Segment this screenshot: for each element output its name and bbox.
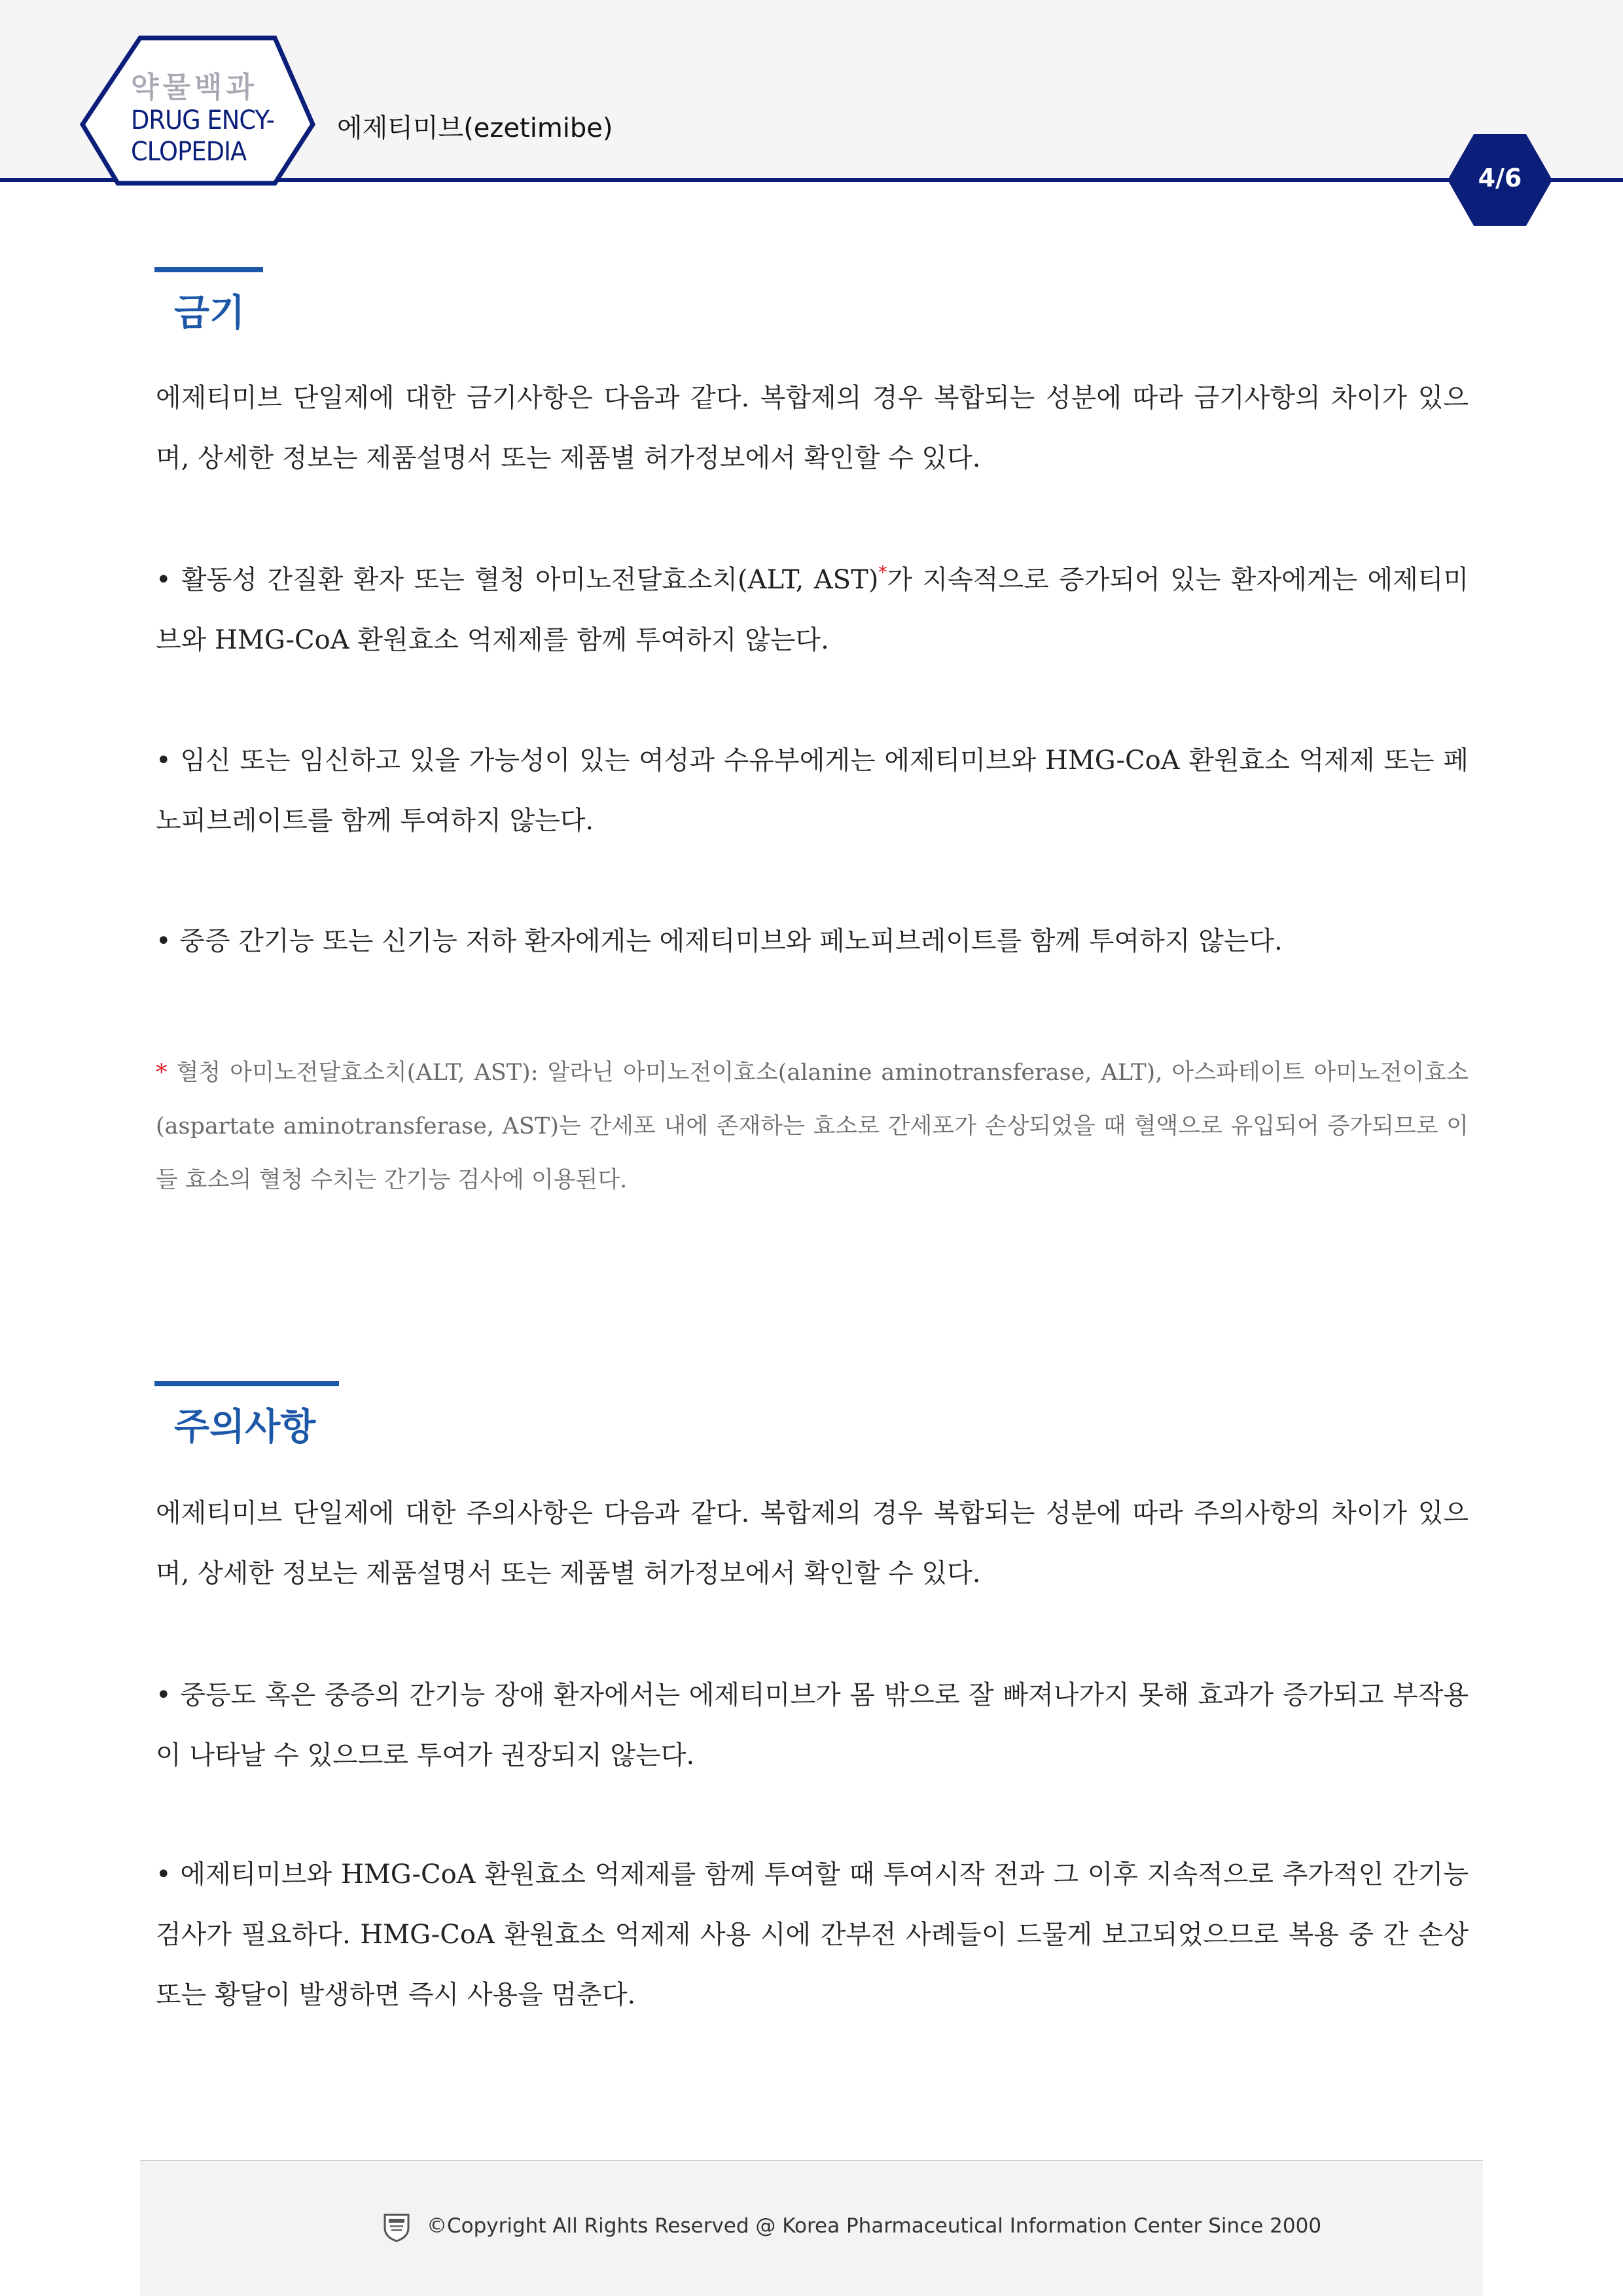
footnote [156,1046,1469,1207]
section-title-precautions: 주의사항 [174,1406,316,1448]
kpic-crest-icon [382,2212,411,2242]
footer-copyright: ©Copyright All Rights Reserved @ Korea Pharmaceutical Information Center Since 2000 [427,2214,1322,2238]
section-bar-precautions [154,1381,339,1386]
contraindications-bullet-3: • 중증 간기능 또는 신기능 저하 환자에게는 에제티미브와 페노피브레이트를 함께 투여하지 않는다. [156,926,1283,956]
contraindications-bullet-1 [156,550,1469,670]
contraindications-intro: 에제티미브 단일제에 대한 금기사항은 다음과 같다. 복합제의 경우 복합되는 성분에 따라 금기사항의 차이가 있으며, 상세한 정보는 제품설명서 또는 제품별 허가정보에서 확인할 수 있다. [156,383,1469,473]
footer-rule [140,2160,1483,2161]
footnote-asterisk: * [156,1060,168,1086]
logo-english-line2: CLOPEDIA [131,137,247,167]
precautions-bullet-1: • 중등도 혹은 중증의 간기능 장애 환자에서는 에제티미브가 몸 밖으로 잘 빠져나가지 못해 효과가 증가되고 부작용이 나타날 수 있으므로 투여가 권장되지 않는다. [156,1680,1469,1770]
document-title: 에제티미브(ezetimibe) [337,113,613,143]
bullet-1-text-b: 가 지속적으로 증가되어 있는 환자에게는 에제티미브와 HMG-CoA 환원효소 억제제를 함께 투여하지 않는다. [156,565,1469,655]
page-number: 4/6 [1478,164,1522,192]
precautions-bullet-2: • 에제티미브와 HMG-CoA 환원효소 억제제를 함께 투여할 때 투여시작 전과 그 이후 지속적으로 추가적인 간기능 검사가 필요하다. HMG-CoA 환원효소 억제제 사용 시에 간부전 사례들이 드물게 보고되었으므로 복용 중 간 손상 또는 황달이 발생하면 즉시 사용을 멈춘다. [156,1859,1469,2010]
logo-korean: 약물백과 [131,71,259,104]
section-bar-contraindications [154,267,263,272]
logo [131,71,287,168]
bullet-1-text-a: • 활동성 간질환 환자 또는 혈청 아미노전달효소치(ALT, AST) [156,565,879,595]
precautions-intro: 에제티미브 단일제에 대한 주의사항은 다음과 같다. 복합제의 경우 복합되는 성분에 따라 주의사항의 차이가 있으며, 상세한 정보는 제품설명서 또는 제품별 허가정보에서 확인할 수 있다. [156,1498,1469,1588]
contraindications-bullet-2: • 임신 또는 임신하고 있을 가능성이 있는 여성과 수유부에게는 에제티미브와 HMG-CoA 환원효소 억제제 또는 페노피브레이트를 함께 투여하지 않는다. [156,745,1469,836]
section-title-contraindications: 금기 [174,292,245,334]
footnote-marker: * [878,563,887,583]
footnote-text: 혈청 아미노전달효소치(ALT, AST): 알라닌 아미노전이효소(alanine aminotransferase, ALT), 아스파테이트 아미노전이효소(aspartate aminotransferase, AST)는 간세포 내에 존재하는 효소로 간세포가 손상되었을 때 혈액으로 유입되어 증가되므로 이들 효소의 혈청 수치는 간기능 검사에 이용된다. [156,1060,1469,1193]
logo-english-line1: DRUG ENCY- [131,105,275,135]
